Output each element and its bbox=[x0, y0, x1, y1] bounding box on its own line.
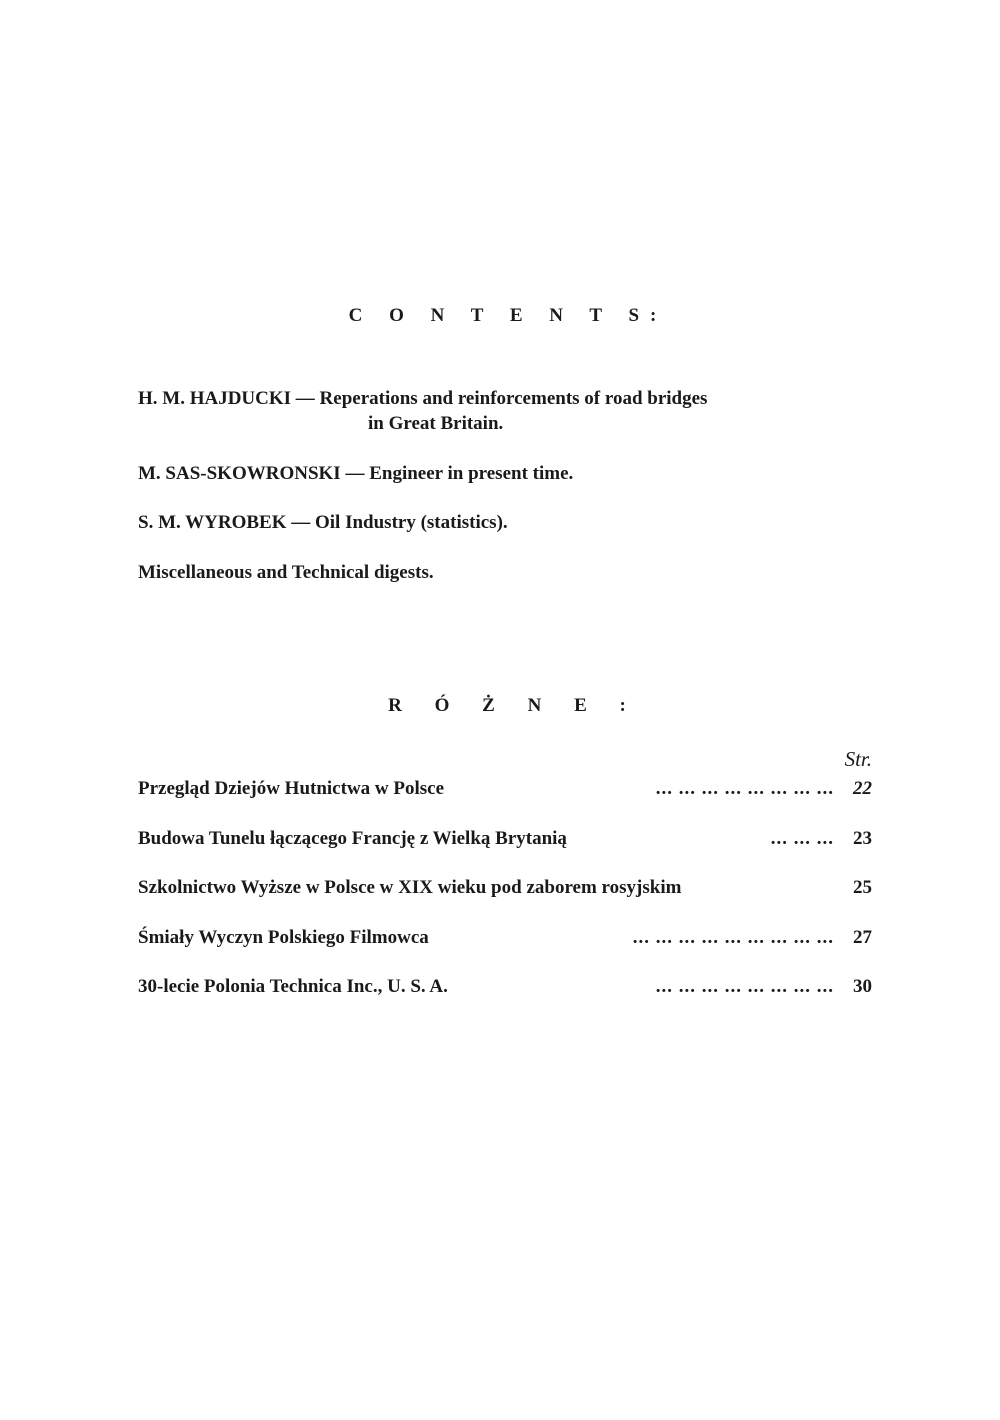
contents-entry-hajducki-line2: in Great Britain. bbox=[368, 413, 504, 434]
contents-entry-hajducki-line1: H. M. HAJDUCKI — Reperations and reinforcements of road bridges bbox=[138, 388, 708, 409]
toc-row-title: Budowa Tunelu łączącego Francję z Wielką Brytanią bbox=[138, 828, 567, 849]
contents-entry-sas-skowronski: M. SAS-SKOWRONSKI — Engineer in present time. bbox=[138, 463, 574, 484]
toc-row-page: 22 bbox=[853, 778, 872, 799]
toc-row-leader: ... ... ... ... ... ... ... ... bbox=[655, 976, 834, 997]
toc-row-page: 30 bbox=[853, 976, 872, 997]
contents-heading: C O N T E N T S: bbox=[348, 305, 668, 326]
toc-row-title: Szkolnictwo Wyższe w Polsce w XIX wieku pod zaborem rosyjskim bbox=[138, 877, 682, 898]
toc-row-title: 30-lecie Polonia Technica Inc., U. S. A. bbox=[138, 976, 448, 997]
toc-row-leader: ... ... ... bbox=[770, 828, 834, 849]
toc-row bbox=[138, 925, 872, 950]
toc-row-page: 23 bbox=[853, 828, 872, 849]
contents-entry-wyrobek: S. M. WYROBEK — Oil Industry (statistics). bbox=[138, 512, 508, 533]
toc-row-leader: ... ... ... ... ... ... ... ... ... bbox=[632, 927, 834, 948]
toc-row-page: 27 bbox=[853, 927, 872, 948]
toc-row bbox=[138, 875, 872, 900]
toc-row bbox=[138, 826, 872, 851]
toc-row-title: Śmiały Wyczyn Polskiego Filmowca bbox=[138, 927, 429, 948]
toc-row bbox=[138, 776, 872, 801]
contents-entry-miscellaneous: Miscellaneous and Technical digests. bbox=[138, 562, 434, 583]
contents-entry-hajducki bbox=[138, 386, 873, 436]
toc-row-page: 25 bbox=[853, 877, 872, 898]
toc-row-title: Przegląd Dziejów Hutnictwa w Polsce bbox=[138, 778, 445, 799]
toc-row bbox=[138, 974, 872, 999]
page-column-label: Str. bbox=[844, 747, 872, 771]
toc-row-leader: ... ... ... ... ... ... ... ... bbox=[655, 778, 834, 799]
rozne-heading: R Ó Ż N E : bbox=[388, 695, 640, 716]
